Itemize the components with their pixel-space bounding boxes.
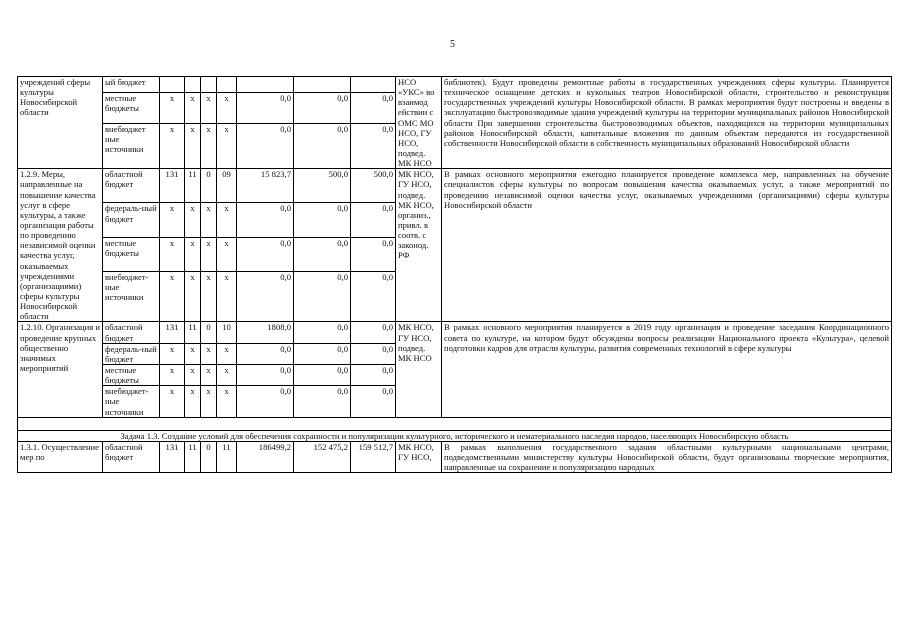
value-cell: 0,0 xyxy=(294,237,351,271)
spacer-cell xyxy=(18,417,892,430)
value-cell: х xyxy=(201,364,217,385)
funding-source-cell: областной бюджет xyxy=(103,322,160,343)
value-cell: х xyxy=(217,203,237,237)
value-cell: 131 xyxy=(160,441,185,472)
value-cell: х xyxy=(160,203,185,237)
value-cell: 500,0 xyxy=(294,169,351,203)
table-row xyxy=(18,322,892,343)
value-cell: 131 xyxy=(160,322,185,343)
value-cell: 0,0 xyxy=(294,203,351,237)
value-cell xyxy=(237,77,294,93)
value-cell: 186499,2 xyxy=(237,441,294,472)
funding-source-cell: областной бюджет xyxy=(103,441,160,472)
funding-source-cell: федераль-ный бюджет xyxy=(103,203,160,237)
value-cell: 0,0 xyxy=(294,386,351,417)
funding-source-cell: внебюджет ные источники xyxy=(103,123,160,168)
value-cell: х xyxy=(217,123,237,168)
measure-name-cell: учреждений сферы культуры Новосибирской области xyxy=(18,77,103,169)
value-cell: 0,0 xyxy=(294,93,351,124)
value-cell: 152 475,2 xyxy=(294,441,351,472)
value-cell: х xyxy=(160,123,185,168)
value-cell: х xyxy=(185,364,201,385)
value-cell: 0,0 xyxy=(351,271,396,322)
table-row xyxy=(18,77,892,93)
value-cell xyxy=(351,77,396,93)
value-cell: х xyxy=(217,386,237,417)
value-cell: 0,0 xyxy=(237,237,294,271)
value-cell: 0,0 xyxy=(237,271,294,322)
funding-source-cell: областной бюджет xyxy=(103,169,160,203)
value-cell: х xyxy=(185,343,201,364)
value-cell: 500,0 xyxy=(351,169,396,203)
value-cell: 0 xyxy=(201,441,217,472)
value-cell: х xyxy=(160,237,185,271)
value-cell: 0,0 xyxy=(294,343,351,364)
value-cell: х xyxy=(185,123,201,168)
value-cell: 11 xyxy=(185,441,201,472)
value-cell: 0,0 xyxy=(351,237,396,271)
value-cell xyxy=(185,77,201,93)
value-cell: х xyxy=(217,271,237,322)
value-cell: 159 512,7 xyxy=(351,441,396,472)
value-cell: 0,0 xyxy=(294,364,351,385)
value-cell: 10 xyxy=(217,322,237,343)
value-cell: 11 xyxy=(185,169,201,203)
executor-cell: НСО «УКС» во взаимод ействии с ОМС МО НСО, ГУ НСО, подвед. МК НСО xyxy=(396,77,442,169)
value-cell: 0,0 xyxy=(237,93,294,124)
value-cell: х xyxy=(185,93,201,124)
value-cell: х xyxy=(185,203,201,237)
value-cell: х xyxy=(160,343,185,364)
executor-cell: МК НСО, ГУ НСО, подвед. МК НСО, организ., привл. в соотв. с законод. РФ xyxy=(396,169,442,322)
value-cell: 0,0 xyxy=(351,386,396,417)
executor-cell: МК НСО, ГУ НСО, xyxy=(396,441,442,472)
value-cell: 0,0 xyxy=(294,271,351,322)
value-cell: х xyxy=(201,237,217,271)
value-cell xyxy=(294,77,351,93)
value-cell: х xyxy=(201,123,217,168)
value-cell: х xyxy=(201,93,217,124)
value-cell: х xyxy=(201,386,217,417)
value-cell: 131 xyxy=(160,169,185,203)
value-cell: х xyxy=(160,271,185,322)
funding-source-cell: местные бюджеты xyxy=(103,364,160,385)
funding-source-cell: местные бюджеты xyxy=(103,93,160,124)
funding-source-cell: местные бюджеты xyxy=(103,237,160,271)
spacer-row xyxy=(18,417,892,430)
measure-name-cell: 1.2.10. Организация и проведение крупных общественно значимых мероприятий xyxy=(18,322,103,417)
value-cell: 0,0 xyxy=(351,93,396,124)
value-cell: х xyxy=(185,271,201,322)
page-number: 5 xyxy=(450,39,455,50)
value-cell: х xyxy=(160,364,185,385)
value-cell: х xyxy=(201,271,217,322)
value-cell: 15 823,7 xyxy=(237,169,294,203)
value-cell: х xyxy=(201,343,217,364)
table-row xyxy=(18,169,892,203)
value-cell: 0,0 xyxy=(237,386,294,417)
value-cell: 09 xyxy=(217,169,237,203)
value-cell xyxy=(201,77,217,93)
executor-cell: МК НСО, ГУ НСО, подвед. МК НСО xyxy=(396,322,442,417)
value-cell: 11 xyxy=(185,322,201,343)
value-cell: х xyxy=(201,203,217,237)
value-cell: 0,0 xyxy=(237,364,294,385)
value-cell xyxy=(217,77,237,93)
value-cell xyxy=(160,77,185,93)
value-cell: 11 xyxy=(217,441,237,472)
funding-source-cell: внебюджет-ные источники xyxy=(103,386,160,417)
value-cell: 0,0 xyxy=(237,203,294,237)
value-cell: 1808,0 xyxy=(237,322,294,343)
value-cell: х xyxy=(217,343,237,364)
value-cell: х xyxy=(217,237,237,271)
value-cell: 0,0 xyxy=(351,123,396,168)
program-measures-table xyxy=(17,76,892,473)
value-cell: 0,0 xyxy=(351,203,396,237)
value-cell: х xyxy=(185,237,201,271)
funding-source-cell: внебюджет-ные источники xyxy=(103,271,160,322)
value-cell: 0,0 xyxy=(294,322,351,343)
value-cell: 0,0 xyxy=(351,343,396,364)
expected-result-cell: В рамках выполнения государственного задания областными культурными национальными центрами, подведомственными министерству культуры Новосибирской области, будут организованы творческие мероприятия, направленные на сохранение и популяризацию народных xyxy=(442,441,892,472)
value-cell: х xyxy=(185,386,201,417)
value-cell: х xyxy=(217,364,237,385)
value-cell: 0 xyxy=(201,322,217,343)
task-heading: Задача 1.3. Создание условий для обеспечения сохранности и популяризации культурного, исторического и нематериального наследия народов, населяющих Новосибирскую область xyxy=(18,430,892,441)
value-cell: 0,0 xyxy=(294,123,351,168)
value-cell: х xyxy=(160,93,185,124)
value-cell: 0,0 xyxy=(351,322,396,343)
funding-source-cell: ый бюджет xyxy=(103,77,160,93)
expected-result-cell: библиотек). Будут проведены ремонтные работы в государственных учреждениях сферы культуры. Планируется техническое оснащение детских и кукольных театров Новосибирской области, строительство и реконструкция государственных учреждений культуры Новосибирской области. В рамках мероприятия будут построены и введены в эксплуатацию быстровозводимые здания учреждений культуры на территории муниципальных районов Новосибирской области При завершении строительства быстровозводимых объектов, находящихся на территории муниципальных районов Новосибирской области, капитальные вложения по данным объектам передаются из государственной собственности Новосибирской области в собственность муниципальных образований Новосибирской области xyxy=(442,77,892,169)
measure-name-cell: 1.2.9. Меры, направленные на повышение качества услуг в сфере культуры, а также организация работы по проведению независимой оценки качества услуг, оказываемых учреждениями (организациями) сферы культуры Новосибирской области xyxy=(18,169,103,322)
expected-result-cell: В рамках основного мероприятия планируется в 2019 году организация и проведение заседания Координационного совета по культуре, на котором будут обсуждены вопросы реализации Национального проекта «Культура», целевой подготовки кадров для отрасли культуры, развития современных технологий в сфере культуры xyxy=(442,322,892,417)
value-cell: 0,0 xyxy=(351,364,396,385)
measure-name-cell: 1.3.1. Осуществление мер по xyxy=(18,441,103,472)
expected-result-cell: В рамках основного мероприятия ежегодно планируется проведение комплекса мер, направленных на обучение специалистов сферы культуры по вопросам повышения качества оказываемых услуг, а также мероприятий по проведению независимой оценки качества услуг, оказываемых учреждениями (организациями) сферы культуры Новосибирской области xyxy=(442,169,892,322)
value-cell: х xyxy=(217,93,237,124)
task-header-row xyxy=(18,430,892,441)
funding-source-cell: федераль-ный бюджет xyxy=(103,343,160,364)
value-cell: 0,0 xyxy=(237,123,294,168)
value-cell: 0,0 xyxy=(237,343,294,364)
value-cell: 0 xyxy=(201,169,217,203)
table-row xyxy=(18,441,892,472)
value-cell: х xyxy=(160,386,185,417)
